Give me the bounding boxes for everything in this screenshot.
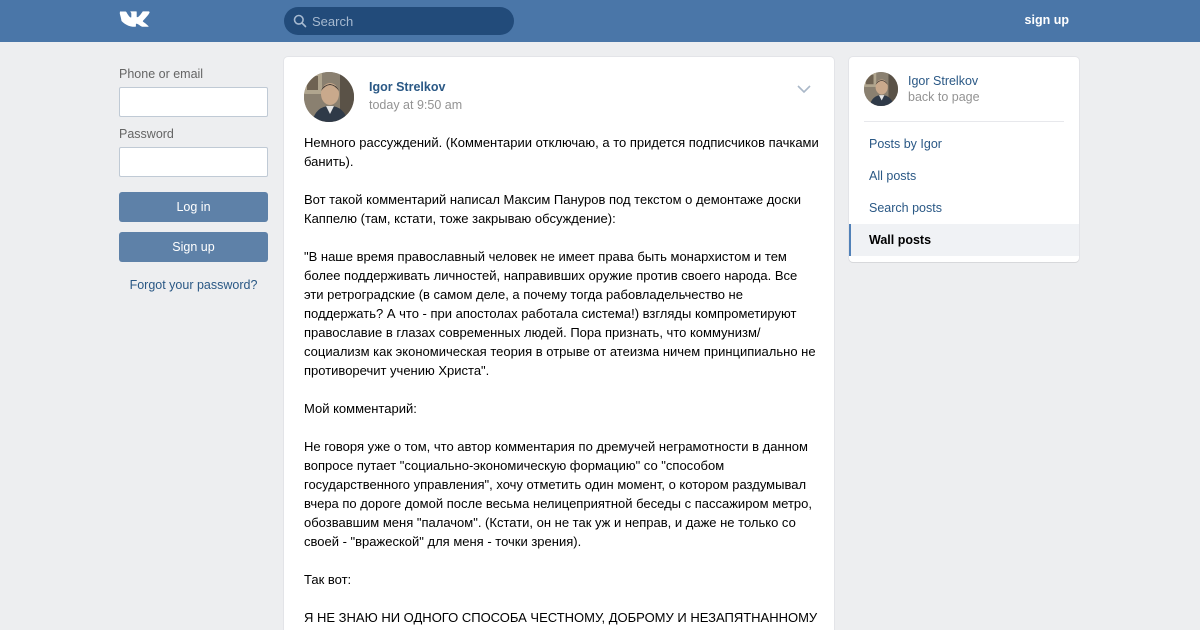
search-icon [293,14,307,28]
post-paragraph: Не говоря уже о том, что автор комментария по дремучей неграмотности в данном вопросе путает "социально-экономическую формацию" со "способом государственного управления", хочу отметить один момент, о котором раздумывал вчера по дороге домой после весьма нелицеприятной беседы с пассажиром метро, обозвавшим меня "палачом". (Кстати, он не так уж и неправ, и даже не только со своей - "вражеской" для меня - точки зрения). [304,439,812,549]
wall-post [284,57,834,630]
author-avatar[interactable] [304,72,354,122]
post-paragraph: Я НЕ ЗНАЮ НИ ОДНОГО СПОСОБА ЧЕСТНОМУ, ДОБРОМУ И НЕЗАПЯТНАННОМУ [304,610,818,625]
sidebar-item-wall-posts[interactable]: Wall posts [849,224,1079,256]
signup-button[interactable]: Sign up [119,232,268,262]
sidebar-item-all-posts[interactable]: All posts [869,169,917,183]
top-bar [0,0,1200,42]
sidebar-menu [849,128,1079,256]
phone-label: Phone or email [119,67,204,81]
login-form [119,57,268,292]
password-field[interactable] [119,147,268,177]
sidebar-card [849,57,1079,262]
post-paragraph: Вот такой комментарий написал Максим Пануров под текстом о демонтаже доски Каппелю (там, кстати, тоже закрываю обсуждение): [304,192,801,226]
back-to-page-link[interactable]: back to page [908,90,980,104]
sidebar-item-search-posts[interactable]: Search posts [869,201,942,215]
post-paragraph: "В наше время православный человек не имеет права быть монархистом и тем более поддерживать личностей, направивших оружие против своего народа. Все эти ретроградские (в самом деле, а почему тогда рабовладельчество не поддержать? А что - при апостолах работала система!) взгляды компрометируют православие в глазах современных людей. Пора признать, что коммунизм/социализм как экономическая теория в отрыве от атеизма ничем принципиально не противоречит учению Христа". [304,249,816,378]
post-paragraph: Мой комментарий: [304,401,417,416]
search-box[interactable] [284,7,514,35]
sidebar-avatar[interactable] [864,72,898,106]
header-signup-link[interactable]: sign up [1024,13,1069,27]
post-paragraph: Немного рассуждений. (Комментарии отключаю, а то придется подписчиков пачками банить). [304,135,819,169]
post-text [304,133,819,630]
post-paragraph: Так вот: [304,572,352,587]
phone-email-field[interactable] [119,87,268,117]
chevron-down-icon[interactable] [796,83,812,95]
password-label: Password [119,127,174,141]
divider [864,121,1064,122]
post-date[interactable]: today at 9:50 am [369,98,463,112]
search-input[interactable] [312,7,508,35]
vk-logo-icon[interactable] [119,10,153,30]
sidebar-author-name[interactable]: Igor Strelkov [908,74,979,88]
sidebar-photo [864,72,898,106]
forgot-password-link[interactable]: Forgot your password? [129,278,258,292]
sidebar-item-posts-by-igor[interactable]: Posts by Igor [869,137,942,151]
post-author[interactable]: Igor Strelkov [369,80,446,94]
author-photo [304,72,354,122]
login-button[interactable]: Log in [119,192,268,222]
